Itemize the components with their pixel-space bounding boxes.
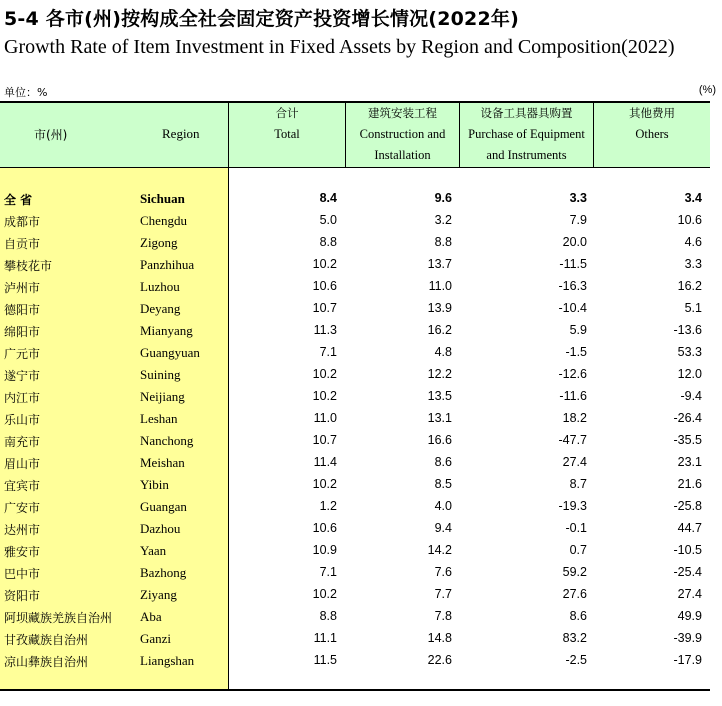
cell-others: -10.5 <box>673 543 702 557</box>
cell-others: 5.1 <box>684 301 702 315</box>
table-row <box>0 232 710 254</box>
table-row <box>0 254 710 276</box>
cell-total: 10.7 <box>312 433 337 447</box>
cell-others: 23.1 <box>677 455 702 469</box>
cell-equipment: 3.3 <box>569 191 587 205</box>
table-row <box>0 430 710 452</box>
cell-city: 雅安市 <box>4 545 41 559</box>
table-row <box>0 320 710 342</box>
cell-region: Mianyang <box>140 323 193 338</box>
table-row <box>0 650 710 672</box>
table-row <box>0 474 710 496</box>
cell-construction: 13.5 <box>427 389 452 403</box>
cell-others: 12.0 <box>677 367 702 381</box>
cell-construction: 22.6 <box>427 653 452 667</box>
cell-equipment: 27.6 <box>562 587 587 601</box>
header-total <box>229 103 345 145</box>
cell-total: 5.0 <box>319 213 337 227</box>
table-row <box>0 562 710 584</box>
header-city: 市(州) <box>34 128 68 142</box>
page-title-cn: 5-4 各市(州)按构成全社会固定资产投资增长情况(2022年) <box>4 8 519 30</box>
cell-total: 11.0 <box>313 411 337 425</box>
cell-region: Meishan <box>140 455 185 470</box>
table-row <box>0 210 710 232</box>
cell-construction: 14.2 <box>427 543 452 557</box>
table-row <box>0 342 710 364</box>
cell-city: 攀枝花市 <box>4 259 53 273</box>
cell-city: 凉山彝族自治州 <box>4 655 89 669</box>
cell-city: 宜宾市 <box>4 479 41 493</box>
table-row <box>0 408 710 430</box>
cell-equipment: 18.2 <box>562 411 587 425</box>
cell-total: 10.6 <box>312 279 337 293</box>
table-row <box>0 276 710 298</box>
cell-region: Neijiang <box>140 389 185 404</box>
page-title-en: Growth Rate of Item Investment in Fixed Assets by Region and Composition(2022) <box>4 36 675 58</box>
cell-city: 阿坝藏族羌族自治州 <box>4 611 113 625</box>
cell-construction: 8.6 <box>434 455 452 469</box>
cell-construction: 3.2 <box>434 213 452 227</box>
cell-construction: 4.0 <box>434 499 452 513</box>
cell-total: 10.2 <box>312 587 337 601</box>
cell-city: 乐山市 <box>4 413 41 427</box>
cell-region: Chengdu <box>140 213 187 228</box>
cell-construction: 9.4 <box>434 521 452 535</box>
cell-total: 11.3 <box>313 323 337 337</box>
cell-region: Yibin <box>140 477 169 492</box>
cell-region: Deyang <box>140 301 181 316</box>
cell-construction: 13.9 <box>427 301 452 315</box>
cell-construction: 7.7 <box>434 587 452 601</box>
cell-city: 甘孜藏族自治州 <box>4 633 89 647</box>
cell-equipment: -11.5 <box>559 257 587 271</box>
cell-equipment: 8.6 <box>569 609 587 623</box>
cell-total: 10.2 <box>312 257 337 271</box>
cell-city: 南充市 <box>4 435 41 449</box>
header-others-cn: 其他费用 <box>629 106 675 120</box>
cell-city: 广元市 <box>4 347 41 361</box>
cell-equipment: 5.9 <box>569 323 587 337</box>
cell-construction: 8.5 <box>434 477 452 491</box>
cell-construction: 14.8 <box>427 631 452 645</box>
cell-others: 3.4 <box>684 191 702 205</box>
cell-equipment: -16.3 <box>558 279 587 293</box>
table-row <box>0 364 710 386</box>
cell-equipment: -0.1 <box>565 521 587 535</box>
cell-equipment: -11.6 <box>559 389 587 403</box>
cell-total: 11.5 <box>313 653 337 667</box>
cell-city: 巴中市 <box>4 567 41 581</box>
header-equipment-en2: and Instruments <box>486 148 567 162</box>
cell-city: 全 省 <box>4 193 33 207</box>
cell-city: 内江市 <box>4 391 41 405</box>
cell-construction: 9.6 <box>434 191 452 205</box>
cell-others: -9.4 <box>680 389 702 403</box>
cell-total: 10.9 <box>312 543 337 557</box>
header-total-en: Total <box>274 127 300 141</box>
cell-city: 德阳市 <box>4 303 41 317</box>
cell-construction: 4.8 <box>434 345 452 359</box>
header-equipment-en1: Purchase of Equipment <box>468 127 585 141</box>
cell-others: -17.9 <box>673 653 702 667</box>
cell-region: Panzhihua <box>140 257 195 272</box>
cell-construction: 7.6 <box>434 565 452 579</box>
table-row <box>0 518 710 540</box>
cell-region: Leshan <box>140 411 178 426</box>
cell-equipment: 8.7 <box>569 477 587 491</box>
cell-total: 8.8 <box>319 609 337 623</box>
cell-total: 10.2 <box>312 389 337 403</box>
cell-construction: 13.1 <box>427 411 452 425</box>
cell-equipment: -12.6 <box>558 367 587 381</box>
cell-others: -26.4 <box>673 411 702 425</box>
cell-region: Luzhou <box>140 279 180 294</box>
table-row <box>0 452 710 474</box>
cell-total: 1.2 <box>319 499 337 513</box>
cell-construction: 11.0 <box>428 279 452 293</box>
header-construction-en2: Installation <box>374 148 431 162</box>
cell-construction: 16.6 <box>427 433 452 447</box>
cell-construction: 7.8 <box>434 609 452 623</box>
cell-region: Zigong <box>140 235 178 250</box>
unit-label: 单位：% <box>4 86 48 99</box>
cell-others: 21.6 <box>677 477 702 491</box>
cell-region: Ziyang <box>140 587 177 602</box>
cell-others: 4.6 <box>684 235 702 249</box>
cell-city: 自贡市 <box>4 237 41 251</box>
cell-others: 10.6 <box>677 213 702 227</box>
cell-total: 11.4 <box>313 455 337 469</box>
header-construction-cn: 建筑安装工程 <box>368 106 437 120</box>
cell-others: -25.8 <box>673 499 702 513</box>
cell-others: 44.7 <box>677 521 702 535</box>
cell-total: 10.2 <box>312 477 337 491</box>
cell-equipment: 20.0 <box>562 235 587 249</box>
cell-total: 8.4 <box>319 191 337 205</box>
header-equipment <box>460 103 593 166</box>
cell-equipment: 59.2 <box>562 565 587 579</box>
cell-region: Sichuan <box>140 191 185 206</box>
cell-others: 53.3 <box>677 345 702 359</box>
unit-percent: (%) <box>698 84 716 96</box>
cell-equipment: -47.7 <box>558 433 587 447</box>
table-row <box>0 584 710 606</box>
cell-equipment: 83.2 <box>562 631 587 645</box>
cell-others: -25.4 <box>673 565 702 579</box>
cell-total: 7.1 <box>319 345 337 359</box>
cell-city: 达州市 <box>4 523 41 537</box>
cell-city: 绵阳市 <box>4 325 41 339</box>
cell-construction: 12.2 <box>427 367 452 381</box>
header-region: Region <box>162 126 200 141</box>
header-equipment-cn: 设备工具器具购置 <box>480 106 573 120</box>
cell-construction: 16.2 <box>427 323 452 337</box>
cell-total: 7.1 <box>319 565 337 579</box>
cell-total: 10.2 <box>312 367 337 381</box>
cell-region: Yaan <box>140 543 167 558</box>
cell-region: Aba <box>140 609 162 624</box>
header-construction-en1: Construction and <box>359 127 446 141</box>
cell-equipment: -1.5 <box>565 345 587 359</box>
cell-region: Dazhou <box>140 521 181 536</box>
cell-equipment: -2.5 <box>565 653 587 667</box>
table-row <box>0 606 710 628</box>
cell-region: Ganzi <box>140 631 172 646</box>
cell-region: Nanchong <box>140 433 194 448</box>
cell-city: 泸州市 <box>4 281 41 295</box>
cell-region: Bazhong <box>140 565 187 580</box>
header-total-cn: 合计 <box>275 106 299 120</box>
table-row <box>0 386 710 408</box>
cell-total: 11.1 <box>313 631 337 645</box>
header-bottom-rule <box>0 167 710 168</box>
cell-others: -13.6 <box>673 323 702 337</box>
cell-total: 8.8 <box>319 235 337 249</box>
cell-city: 资阳市 <box>4 589 41 603</box>
table-row <box>0 298 710 320</box>
table-bottom-rule <box>0 689 710 691</box>
cell-construction: 8.8 <box>434 235 452 249</box>
table-row <box>0 188 710 210</box>
cell-city: 成都市 <box>4 215 41 229</box>
cell-others: 27.4 <box>677 587 702 601</box>
cell-others: 16.2 <box>677 279 702 293</box>
header-others-en: Others <box>635 127 669 141</box>
header-construction <box>346 103 459 166</box>
cell-region: Guangyuan <box>140 345 200 360</box>
cell-others: 49.9 <box>677 609 702 623</box>
cell-equipment: 0.7 <box>569 543 587 557</box>
cell-region: Liangshan <box>140 653 195 668</box>
cell-city: 遂宁市 <box>4 369 41 383</box>
cell-others: -35.5 <box>673 433 702 447</box>
cell-city: 广安市 <box>4 501 41 515</box>
cell-construction: 13.7 <box>427 257 452 271</box>
header-others <box>594 103 710 145</box>
cell-equipment: 27.4 <box>562 455 587 469</box>
table-row <box>0 496 710 518</box>
cell-others: 3.3 <box>684 257 702 271</box>
table-row <box>0 540 710 562</box>
cell-city: 眉山市 <box>4 457 41 471</box>
cell-total: 10.6 <box>312 521 337 535</box>
cell-equipment: 7.9 <box>569 213 587 227</box>
cell-equipment: -10.4 <box>558 301 587 315</box>
table-row <box>0 628 710 650</box>
cell-equipment: -19.3 <box>558 499 587 513</box>
cell-total: 10.7 <box>312 301 337 315</box>
cell-region: Suining <box>140 367 181 382</box>
cell-others: -39.9 <box>673 631 702 645</box>
cell-region: Guangan <box>140 499 187 514</box>
